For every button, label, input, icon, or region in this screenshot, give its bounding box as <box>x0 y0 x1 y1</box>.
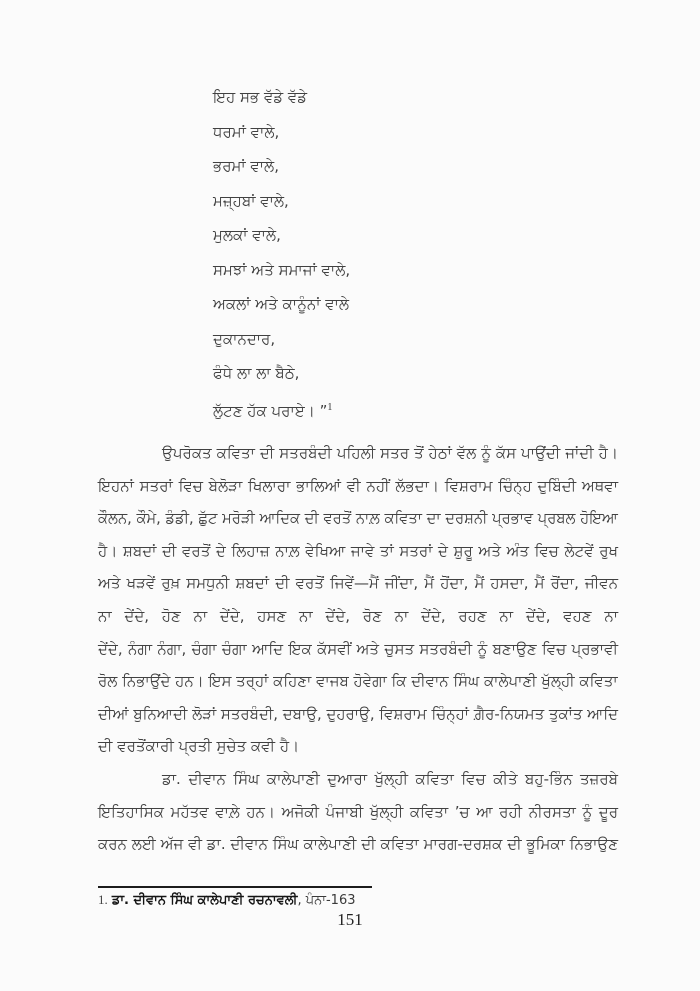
poem-line: ਸਮਝਾਂ ਅਤੇ ਸਮਾਜਾਂ ਵਾਲੇ, <box>213 260 351 279</box>
page-number: 151 <box>337 910 363 929</box>
footnote <box>98 892 355 908</box>
paragraph-line: ਰੋਲ ਨਿਭਾਉਂਦੇ ਹਨ। ਇਸ ਤਰ੍ਹਾਂ ਕਹਿਣਾ ਵਾਜਬ ਹੋਵੇਗਾ ਕਿ ਦੀਵਾਨ ਸਿੰਘ ਕਾਲੇਪਾਣੀ ਖੁੱਲ੍ਹੀ ਕਵਿਤਾ <box>98 672 618 691</box>
paragraph-line: ਅਤੇ ਖੜਵੇਂ ਰੁਖ਼ ਸਮਧੁਨੀ ਸ਼ਬਦਾਂ ਦੀ ਵਰਤੋਂ ਜਿਵੇਂ—ਮੈਂ ਜੀਂਦਾ, ਮੈਂ ਹੋਂਦਾ, ਮੈਂ ਹਸਦਾ, ਮੈਂ ਰੋਂਦਾ, ਜੀਵਨ <box>98 574 618 593</box>
poem-line-text: ਲੁੱਟਣ ਹੱਕ ਪਰਾਏ। ” <box>213 401 328 420</box>
poem-line: ਇਹ ਸਭ ਵੱਡੇ ਵੱਡੇ <box>213 88 308 106</box>
paragraph-line: ਉਪਰੋਕਤ ਕਵਿਤਾ ਦੀ ਸਤਰਬੰਦੀ ਪਹਿਲੀ ਸਤਰ ਤੋਂ ਹੇਠਾਂ ਵੱਲ ਨੂੰ ਕੱਸ ਪਾਉਂਦੀ ਜਾਂਦੀ ਹੈ। <box>162 444 618 462</box>
footnote-reference: 1 <box>327 401 333 413</box>
footnote-book-title: ਡਾ. ਦੀਵਾਨ ਸਿੰਘ ਕਾਲੇਪਾਣੀ ਰਚਨਾਵਲੀ <box>111 893 298 908</box>
poem-line: ਦੁਕਾਨਦਾਰ, <box>213 329 276 348</box>
paragraph-line: ਇਹਨਾਂ ਸਤਰਾਂ ਵਿਚ ਬੇਲੋੜਾ ਖਿਲਾਰਾ ਭਾਲਿਆਂ ਵੀ ਨਹੀਂ ਲੱਭਦਾ। ਵਿਸ਼ਰਾਮ ਚਿੰਨ੍ਹ ਦੁਬਿੰਦੀ ਅਥਵਾ <box>98 476 618 495</box>
poem-line <box>213 391 350 426</box>
paragraph-line: ਡਾ. ਦੀਵਾਨ ਸਿੰਘ ਕਾਲੇਪਾਣੀ ਦੁਆਰਾ ਖੁੱਲ੍ਹੀ ਕਵਿਤਾ ਵਿਚ ਕੀਤੇ ਬਹੁ-ਭਿੰਨ ਤਜ਼ਰਬੇ <box>162 769 618 788</box>
poem-line: ਫੰਧੇ ਲਾ ਲਾ ਬੈਠੇ, <box>213 364 300 382</box>
paragraph-line: ਦੇਂਦੇ, ਨੰਗਾ ਨੰਗਾ, ਚੰਗਾ ਚੰਗਾ ਆਦਿ ਇਕ ਕੱਸਵੀਂ ਅਤੇ ਚੁਸਤ ਸਤਰਬੰਦੀ ਨੂੰ ਬਣਾਉਣ ਵਿਚ ਪ੍ਰਭਾਵੀ <box>98 639 618 658</box>
poem-line: ਮੁਲਕਾਂ ਵਾਲੇ, <box>213 226 281 244</box>
paragraph-line: ਦੀ ਵਰਤੋਂਕਾਰੀ ਪ੍ਰਤੀ ਸੁਚੇਤ ਕਵੀ ਹੈ। <box>98 737 300 756</box>
poem-block <box>213 80 350 425</box>
paragraph-line: ਕਰਨ ਲਈ ਅੱਜ ਵੀ ਡਾ. ਦੀਵਾਨ ਸਿੰਘ ਕਾਲੇਪਾਣੀ ਦੀ ਕਵਿਤਾ ਮਾਰਗ-ਦਰਸ਼ਕ ਦੀ ਭੂਮਿਕਾ ਨਿਭਾਉਣ <box>98 835 618 854</box>
footnote-rule <box>98 886 372 888</box>
paragraph-line: ਕੌਲਨ, ਕੌਮੇ, ਡੰਡੀ, ਛੁੱਟ ਮਰੋੜੀ ਆਦਿਕ ਦੀ ਵਰਤੋਂ ਨਾਲ਼ ਕਵਿਤਾ ਦਾ ਦਰਸ਼ਨੀ ਪ੍ਰਭਾਵ ਪ੍ਰਬਲ ਹੋਇਆ <box>98 509 618 528</box>
footnote-marker: 1. <box>98 892 108 907</box>
poem-line: ਭਰਮਾਂ ਵਾਲੇ, <box>213 157 279 175</box>
paragraph-line: ਹੈ। ਸ਼ਬਦਾਂ ਦੀ ਵਰਤੋਂ ਦੇ ਲਿਹਾਜ਼ ਨਾਲ਼ ਵੇਖਿਆ ਜਾਵੇ ਤਾਂ ਸਤਰਾਂ ਦੇ ਸ਼ੁਰੂ ਅਤੇ ਅੰਤ ਵਿਚ ਲੇਟਵੇਂ ਰੁਖ <box>98 541 618 560</box>
poem-line: ਅਕਲਾਂ ਅਤੇ ਕਾਨੂੰਨਾਂ ਵਾਲੇ <box>213 295 350 313</box>
body-text <box>98 437 618 861</box>
paragraph-line: ਨਾ ਦੇਂਦੇ, ਹੋਣ ਨਾ ਦੇਂਦੇ, ਹਸਣ ਨਾ ਦੇਂਦੇ, ਰੋਣ ਨਾ ਦੇਂਦੇ, ਰਹਣ ਨਾ ਦੇਂਦੇ, ਵਹਣ ਨਾ <box>98 606 618 625</box>
poem-line: ਮਜ਼੍ਹਬਾਂ ਵਾਲੇ, <box>213 191 289 210</box>
paragraph-line: ਇਤਿਹਾਸਿਕ ਮਹੱਤਵ ਵਾਲ਼ੇ ਹਨ। ਅਜੋਕੀ ਪੰਜਾਬੀ ਖੁੱਲ੍ਹੀ ਕਵਿਤਾ ’ਚ ਆ ਰਹੀ ਨੀਰਸਤਾ ਨੂੰ ਦੂਰ <box>98 802 618 821</box>
paragraph-line: ਦੀਆਂ ਬੁਨਿਆਦੀ ਲੋੜਾਂ ਸਤਰਬੰਦੀ, ਦਬਾਉ, ਦੁਹਰਾਉ, ਵਿਸ਼ਰਾਮ ਚਿੰਨ੍ਹਾਂ ਗ਼ੈਰ-ਨਿਯਮਤ ਤੁਕਾਂਤ ਆਦਿ <box>98 704 619 723</box>
footnote-page-ref: , ਪੰਨਾ-163 <box>297 893 356 908</box>
poem-line: ਧਰਮਾਂ ਵਾਲੇ, <box>213 122 280 141</box>
